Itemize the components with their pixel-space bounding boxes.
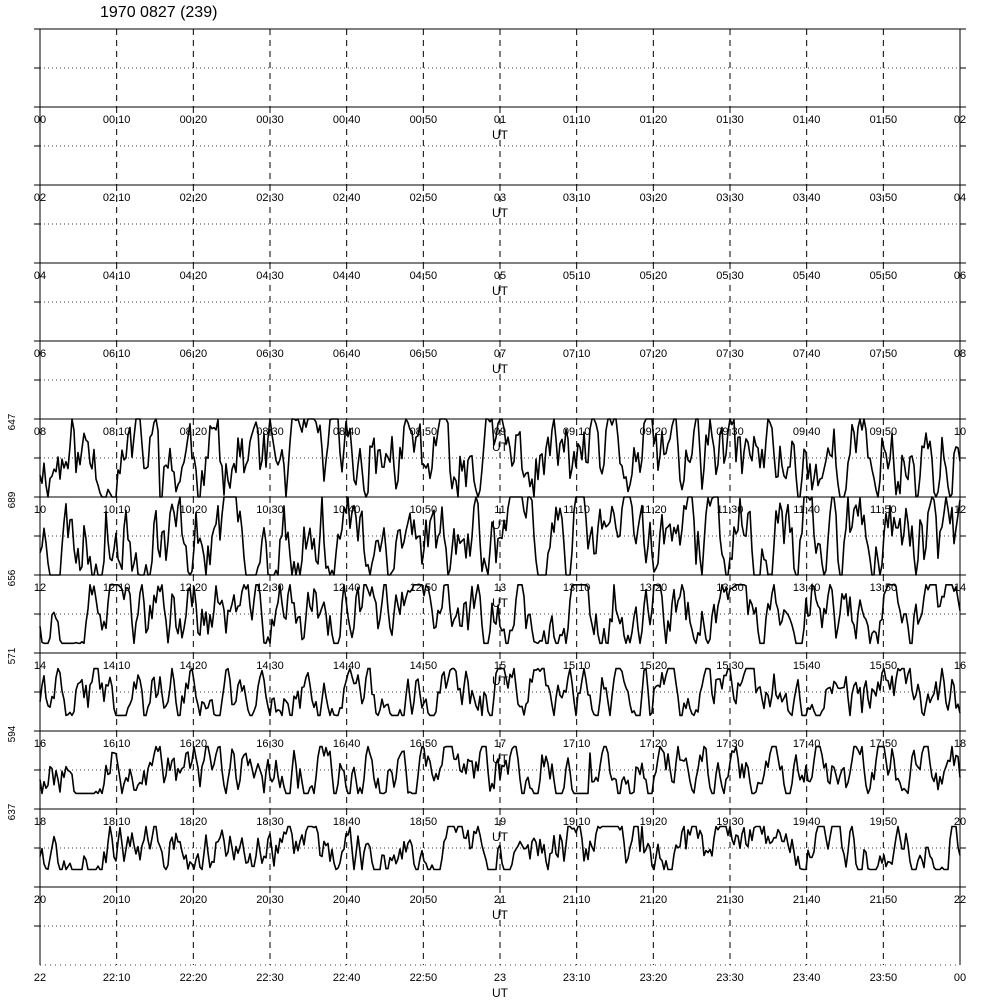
- time-tick-label: 04:40: [332, 270, 361, 282]
- time-tick-label: 01: [493, 114, 507, 126]
- time-tick-label: 15:20: [639, 660, 668, 672]
- time-tick-label: 18:20: [179, 816, 208, 828]
- time-tick-label: 20:20: [179, 894, 208, 906]
- x-axis-label: UT: [492, 362, 508, 376]
- time-tick-label: 15:50: [869, 660, 898, 672]
- time-tick-label: 13:10: [562, 582, 591, 594]
- time-tick-label: 11:50: [869, 504, 897, 516]
- time-tick-label: 13:50: [869, 582, 898, 594]
- panel-value-label: 656: [7, 569, 18, 587]
- time-tick-label: 16:40: [332, 738, 361, 750]
- time-tick-label: 21:40: [792, 894, 821, 906]
- time-tick-label: 00:10: [102, 114, 131, 126]
- x-axis-label: UT: [492, 284, 508, 298]
- time-tick-label: 08:10: [102, 426, 131, 438]
- time-tick-label: 20:50: [409, 894, 438, 906]
- time-tick-label: 10:10: [102, 504, 131, 516]
- time-tick-label: 08: [953, 348, 967, 360]
- time-tick-label: 12:30: [256, 582, 284, 594]
- time-tick-label: 23:20: [639, 972, 668, 984]
- time-tick-label: 22:50: [409, 972, 438, 984]
- time-tick-label: 10:50: [409, 504, 438, 516]
- time-tick-label: 09:40: [792, 426, 821, 438]
- x-axis-label: UT: [492, 128, 508, 142]
- time-tick-label: 09:20: [639, 426, 668, 438]
- time-tick-label: 14: [33, 660, 47, 672]
- time-tick-label: 15: [493, 660, 507, 672]
- time-tick-label: 09:30: [716, 426, 744, 438]
- time-tick-label: 10:40: [332, 504, 361, 516]
- x-axis-label: UT: [492, 440, 508, 454]
- time-tick-label: 02: [33, 192, 47, 204]
- time-tick-label: 21: [493, 894, 507, 906]
- time-tick-label: 06:20: [179, 348, 208, 360]
- time-tick-label: 21:50: [869, 894, 898, 906]
- time-tick-label: 18: [33, 816, 47, 828]
- time-tick-label: 11: [494, 504, 506, 516]
- chart-title: 1970 0827 (239): [100, 4, 218, 21]
- time-tick-label: 07:10: [562, 348, 591, 360]
- time-tick-label: 17: [493, 738, 507, 750]
- time-tick-label: 05:50: [869, 270, 898, 282]
- time-tick-label: 04:30: [256, 270, 284, 282]
- time-tick-label: 15:40: [792, 660, 821, 672]
- time-tick-label: 22:10: [102, 972, 131, 984]
- time-tick-label: 20:30: [256, 894, 284, 906]
- x-axis-label: UT: [492, 596, 508, 610]
- time-tick-label: 23:30: [716, 972, 744, 984]
- time-tick-label: 05:10: [562, 270, 591, 282]
- panel-value-label: 571: [7, 647, 18, 665]
- time-tick-label: 13: [493, 582, 507, 594]
- time-tick-label: 03:40: [792, 192, 821, 204]
- time-tick-label: 12:20: [179, 582, 208, 594]
- time-tick-label: 12: [953, 504, 967, 516]
- time-tick-label: 04: [953, 192, 967, 204]
- panel-value-label: 689: [7, 491, 18, 509]
- time-tick-label: 07: [493, 348, 507, 360]
- time-tick-label: 02:50: [409, 192, 438, 204]
- time-tick-label: 06: [953, 270, 967, 282]
- time-tick-label: 23: [493, 972, 507, 984]
- time-tick-label: 19:50: [869, 816, 898, 828]
- time-tick-label: 02:40: [332, 192, 361, 204]
- time-tick-label: 10: [33, 504, 47, 516]
- time-tick-label: 00:40: [332, 114, 361, 126]
- time-tick-label: 03:10: [562, 192, 591, 204]
- time-tick-label: 06:50: [409, 348, 438, 360]
- time-tick-label: 11:30: [716, 504, 744, 516]
- time-tick-label: 00:50: [409, 114, 438, 126]
- time-tick-label: 16:10: [102, 738, 131, 750]
- time-tick-label: 17:10: [562, 738, 591, 750]
- time-tick-label: 18: [953, 738, 967, 750]
- time-tick-label: 21:30: [716, 894, 744, 906]
- time-tick-label: 22: [953, 894, 967, 906]
- time-tick-label: 07:50: [869, 348, 898, 360]
- time-tick-label: 04:10: [102, 270, 131, 282]
- panel-value-label: 647: [7, 413, 18, 431]
- time-tick-label: 18:30: [256, 816, 284, 828]
- time-tick-label: 15:30: [716, 660, 744, 672]
- time-tick-label: 22:30: [256, 972, 284, 984]
- time-tick-label: 03:20: [639, 192, 668, 204]
- time-tick-label: 08: [33, 426, 47, 438]
- time-tick-label: 16:20: [179, 738, 208, 750]
- time-tick-label: 07:30: [716, 348, 744, 360]
- time-tick-label: 08:20: [179, 426, 208, 438]
- time-tick-label: 17:30: [716, 738, 744, 750]
- time-tick-label: 06: [33, 348, 47, 360]
- time-tick-label: 23:10: [562, 972, 591, 984]
- time-tick-label: 17:50: [869, 738, 898, 750]
- time-tick-label: 13:20: [639, 582, 668, 594]
- time-tick-label: 06:10: [102, 348, 131, 360]
- time-tick-label: 06:40: [332, 348, 361, 360]
- time-tick-label: 10: [953, 426, 967, 438]
- time-tick-label: 17:40: [792, 738, 821, 750]
- time-tick-label: 09: [493, 426, 507, 438]
- time-tick-label: 00: [33, 114, 47, 126]
- time-tick-label: 02:20: [179, 192, 208, 204]
- time-tick-label: 16:30: [256, 738, 284, 750]
- x-axis-label: UT: [492, 518, 508, 532]
- time-tick-label: 14:40: [332, 660, 361, 672]
- time-tick-label: 05: [493, 270, 507, 282]
- time-tick-label: 16: [33, 738, 47, 750]
- time-tick-label: 22: [33, 972, 47, 984]
- x-axis-label: UT: [492, 206, 508, 220]
- time-tick-label: 09:10: [562, 426, 591, 438]
- time-tick-label: 04:50: [409, 270, 438, 282]
- x-axis-label: UT: [492, 674, 508, 688]
- time-tick-label: 18:50: [409, 816, 438, 828]
- time-tick-label: 23:40: [792, 972, 821, 984]
- time-tick-label: 02:30: [256, 192, 284, 204]
- time-tick-label: 14:50: [409, 660, 438, 672]
- time-tick-label: 02:10: [102, 192, 131, 204]
- time-tick-label: 01:50: [869, 114, 898, 126]
- time-tick-label: 01:20: [639, 114, 668, 126]
- time-tick-label: 20: [33, 894, 47, 906]
- time-tick-label: 06:30: [256, 348, 284, 360]
- time-tick-label: 01:40: [792, 114, 821, 126]
- time-tick-label: 23:50: [869, 972, 898, 984]
- time-tick-label: 17:20: [639, 738, 668, 750]
- x-axis-label: UT: [492, 908, 508, 922]
- time-tick-label: 00:20: [179, 114, 208, 126]
- time-tick-label: 10:20: [179, 504, 208, 516]
- time-tick-label: 13:30: [716, 582, 744, 594]
- time-tick-label: 12: [33, 582, 47, 594]
- time-tick-label: 08:50: [409, 426, 438, 438]
- x-axis-label: UT: [492, 752, 508, 766]
- time-tick-label: 03: [493, 192, 507, 204]
- time-tick-label: 04:20: [179, 270, 208, 282]
- time-tick-label: 22:20: [179, 972, 208, 984]
- time-tick-label: 19:20: [639, 816, 668, 828]
- time-tick-label: 18:10: [102, 816, 131, 828]
- time-tick-label: 07:40: [792, 348, 821, 360]
- time-tick-label: 13:40: [792, 582, 821, 594]
- time-tick-label: 11:40: [793, 504, 821, 516]
- time-tick-label: 12:50: [409, 582, 438, 594]
- time-tick-label: 21:20: [639, 894, 668, 906]
- time-tick-label: 10:30: [256, 504, 284, 516]
- panel-value-label: 594: [7, 725, 18, 743]
- time-tick-label: 19:10: [562, 816, 591, 828]
- time-tick-label: 21:10: [562, 894, 591, 906]
- time-tick-label: 01:10: [562, 114, 591, 126]
- time-tick-label: 11:10: [563, 504, 591, 516]
- time-tick-label: 22:40: [332, 972, 361, 984]
- time-tick-label: 19: [493, 816, 507, 828]
- x-axis-label: UT: [492, 986, 508, 1000]
- time-tick-label: 20:10: [102, 894, 131, 906]
- time-tick-label: 15:10: [562, 660, 591, 672]
- time-tick-label: 14: [953, 582, 967, 594]
- time-tick-label: 19:40: [792, 816, 821, 828]
- time-tick-label: 03:50: [869, 192, 898, 204]
- time-tick-label: 08:40: [332, 426, 361, 438]
- time-tick-label: 14:30: [256, 660, 284, 672]
- time-tick-label: 05:20: [639, 270, 668, 282]
- time-tick-label: 14:20: [179, 660, 208, 672]
- time-tick-label: 18:40: [332, 816, 361, 828]
- time-tick-label: 20: [953, 816, 967, 828]
- time-tick-label: 08:30: [256, 426, 284, 438]
- time-tick-label: 16:50: [409, 738, 438, 750]
- time-tick-label: 05:40: [792, 270, 821, 282]
- time-tick-label: 12:40: [332, 582, 361, 594]
- time-tick-label: 04: [33, 270, 47, 282]
- panel-value-label: 637: [7, 803, 18, 821]
- time-tick-label: 00: [953, 972, 967, 984]
- time-tick-label: 07:20: [639, 348, 668, 360]
- time-tick-label: 14:10: [102, 660, 131, 672]
- time-tick-label: 12:10: [102, 582, 131, 594]
- time-tick-label: 05:30: [716, 270, 744, 282]
- time-tick-label: 16: [953, 660, 967, 672]
- time-tick-label: 02: [953, 114, 967, 126]
- time-tick-label: 11:20: [639, 504, 667, 516]
- time-tick-label: 01:30: [716, 114, 744, 126]
- time-tick-label: 03:30: [716, 192, 744, 204]
- time-tick-label: 20:40: [332, 894, 361, 906]
- time-tick-label: 00:30: [256, 114, 284, 126]
- x-axis-label: UT: [492, 830, 508, 844]
- time-tick-label: 09:50: [869, 426, 898, 438]
- time-tick-label: 19:30: [716, 816, 744, 828]
